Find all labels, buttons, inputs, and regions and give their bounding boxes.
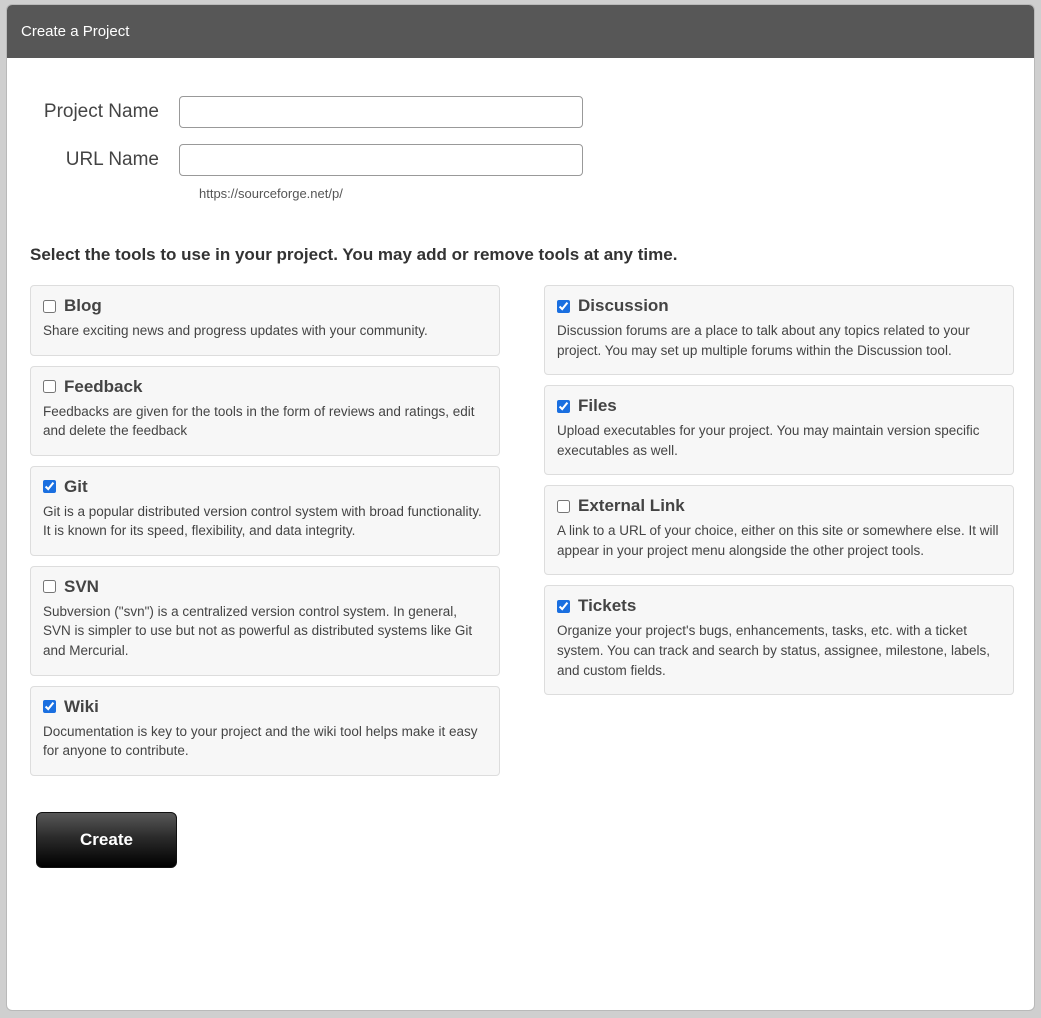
tool-header-blog — [43, 296, 487, 316]
tool-card-blog[interactable] — [30, 285, 500, 356]
tool-card-svn[interactable] — [30, 566, 500, 676]
tool-title-blog: Blog — [64, 296, 102, 315]
tool-description-blog: Share exciting news and progress updates with your community. — [43, 323, 428, 338]
tool-header-external-link — [557, 496, 1001, 516]
tool-header-wiki — [43, 697, 487, 717]
tool-card-external-link[interactable] — [544, 485, 1014, 575]
tool-description-external-link: A link to a URL of your choice, either on this site or somewhere else. It will appear in your project menu alongside the other project tools. — [557, 523, 999, 558]
tool-card-git[interactable] — [30, 466, 500, 556]
create-button[interactable]: Create — [36, 812, 177, 868]
tool-description-svn: Subversion ("svn") is a centralized version control system. In general, SVN is simpler to use but not as powerful as distributed systems like Git and Mercurial. — [43, 603, 473, 658]
tool-title-discussion: Discussion — [578, 296, 669, 315]
tool-header-feedback — [43, 377, 487, 397]
tool-checkbox-svn[interactable] — [43, 580, 56, 593]
tool-header-svn — [43, 577, 487, 597]
tool-checkbox-git[interactable] — [43, 480, 56, 493]
tool-checkbox-wiki[interactable] — [43, 700, 56, 713]
tool-header-discussion — [557, 296, 1001, 316]
create-project-window — [6, 4, 1035, 1011]
tool-description-git: Git is a popular distributed version control system with broad functionality. It is known for its speed, flexibility, and data integrity. — [43, 503, 482, 539]
tools-heading: Select the tools to use in your project. You may add or remove tools at any time. — [30, 245, 678, 264]
tool-grid — [30, 285, 1015, 786]
tool-description-files: Upload executables for your project. You may maintain version specific executables as well. — [557, 423, 980, 458]
create-button-wrap — [36, 812, 1034, 904]
tool-title-tickets: Tickets — [578, 596, 637, 616]
tool-description-feedback: Feedbacks are given for the tools in the form of reviews and ratings, edit and delete the feedback — [43, 403, 475, 439]
tool-header-git — [43, 477, 487, 497]
project-name-row — [7, 96, 1034, 128]
tool-column-right — [544, 285, 1014, 786]
tool-description-wiki: Documentation is key to your project and the wiki tool helps make it easy for anyone to contribute. — [43, 723, 478, 759]
tool-checkbox-files[interactable] — [557, 400, 570, 413]
project-name-label: Project Name — [43, 101, 159, 122]
window-content — [7, 58, 1034, 904]
tool-card-tickets[interactable] — [544, 585, 1014, 695]
tool-description-tickets: Organize your project's bugs, enhancements, tasks, etc. with a ticket system. You can track and search by status, assignee, milestone, labels, and custom fields. — [557, 623, 990, 678]
tool-title-external-link: External Link — [578, 496, 685, 516]
tool-card-files[interactable] — [544, 385, 1014, 475]
tool-checkbox-tickets[interactable] — [557, 600, 570, 613]
tool-card-feedback[interactable] — [30, 366, 500, 456]
url-name-input[interactable] — [179, 144, 583, 176]
tool-title-git: Git — [64, 476, 88, 496]
tool-checkbox-blog[interactable] — [43, 300, 56, 313]
tool-checkbox-external-link[interactable] — [557, 500, 570, 513]
tool-title-files: Files — [578, 396, 617, 416]
tool-header-tickets — [557, 596, 1001, 616]
url-name-label: URL Name — [65, 149, 159, 170]
project-name-input[interactable] — [179, 96, 583, 128]
tool-card-wiki[interactable] — [30, 686, 500, 776]
tool-title-feedback: Feedback — [64, 376, 143, 396]
tool-card-discussion[interactable] — [544, 285, 1014, 375]
project-form — [7, 58, 1034, 201]
tool-header-files — [557, 396, 1001, 416]
tool-checkbox-discussion[interactable] — [557, 300, 570, 313]
window-titlebar — [7, 5, 1034, 58]
window-title: Create a Project — [21, 23, 130, 40]
url-name-row — [7, 144, 1034, 176]
tool-checkbox-feedback[interactable] — [43, 380, 56, 393]
tool-title-svn: SVN — [64, 576, 99, 596]
url-hint: https://sourceforge.net/p/ — [199, 186, 343, 201]
tool-column-left — [30, 285, 500, 786]
tool-description-discussion: Discussion forums are a place to talk about any topics related to your project. You may set up multiple forums within the Discussion tool. — [557, 323, 970, 358]
tool-title-wiki: Wiki — [64, 696, 99, 716]
